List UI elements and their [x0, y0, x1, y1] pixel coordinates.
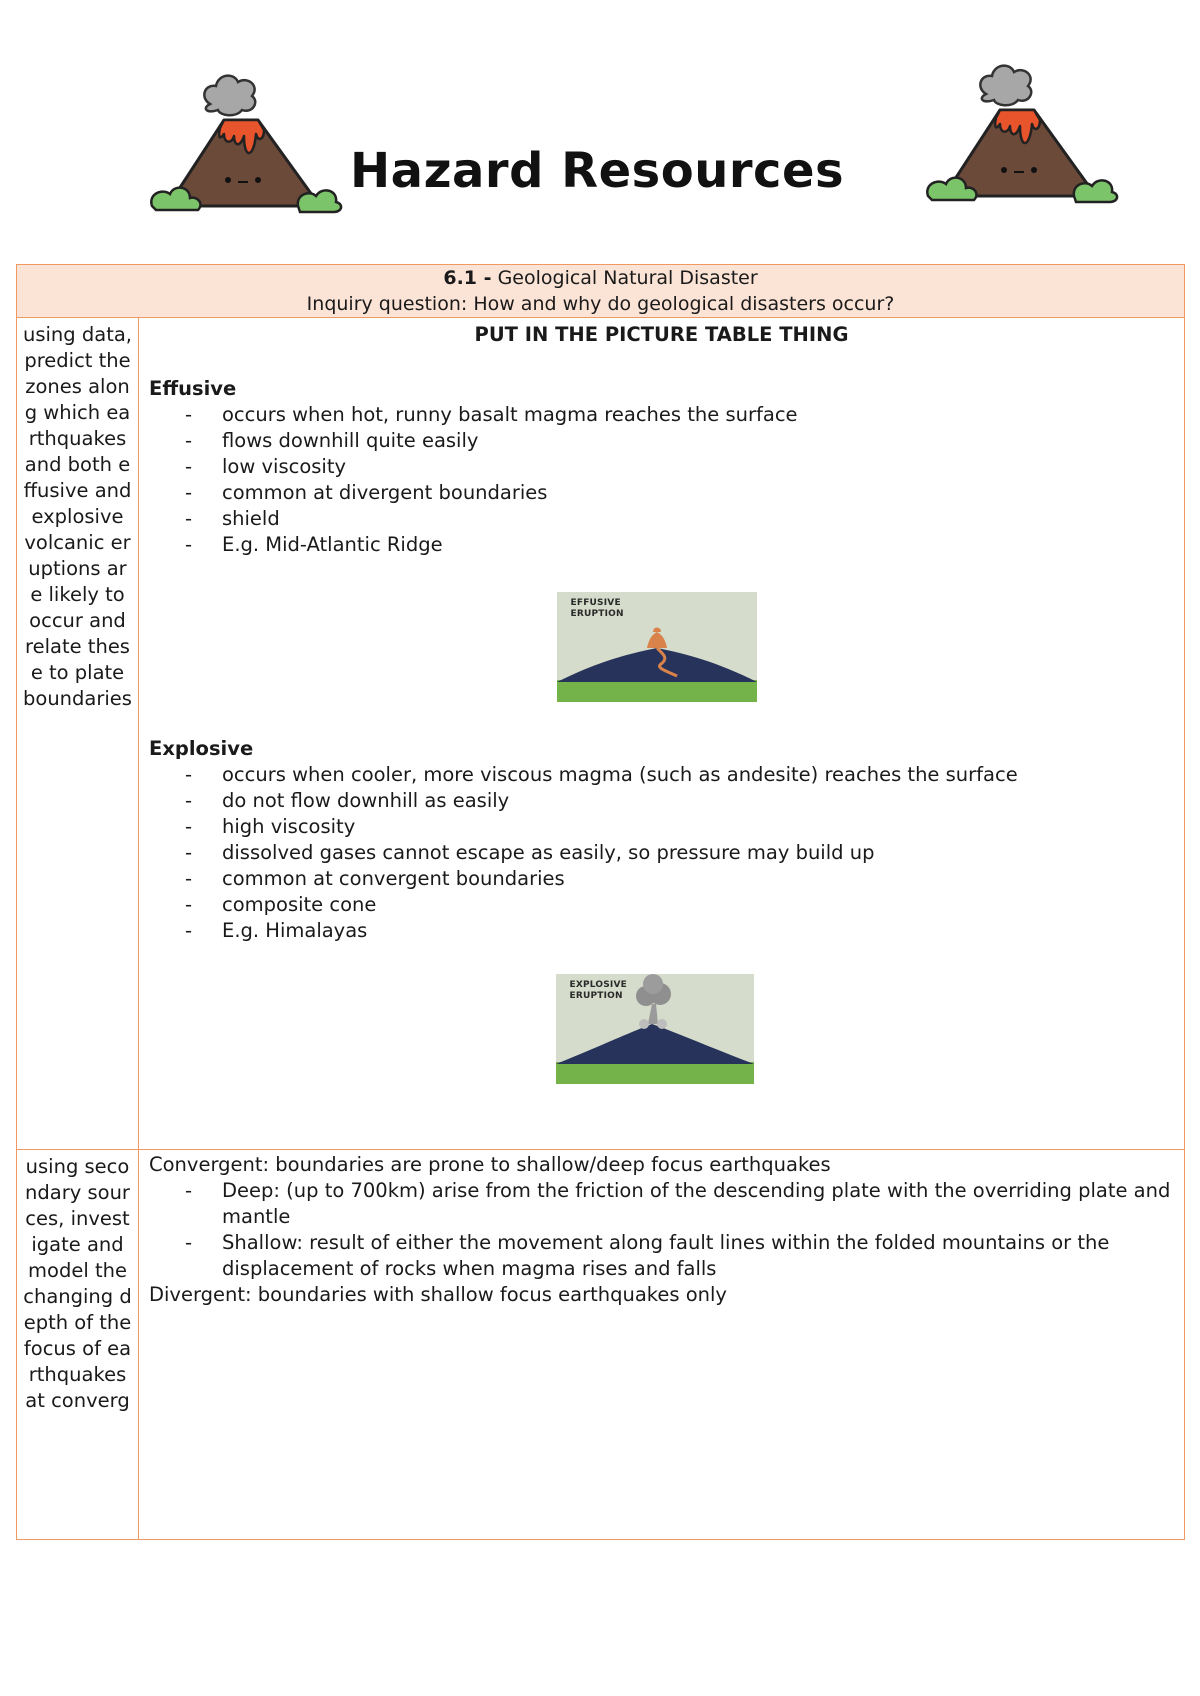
convergent-text: Convergent: boundaries are prone to shallow/deep focus earthquakes — [149, 1153, 831, 1176]
volcano-mascot-icon — [924, 58, 1120, 208]
syllabus-code: 6.1 - — [443, 267, 492, 289]
placeholder-note: PUT IN THE PICTURE TABLE THING — [474, 323, 849, 346]
list-item: - dissolved gases cannot escape as easily, so pressure may build up — [185, 840, 1174, 866]
list-item: - common at convergent boundaries — [185, 866, 1174, 892]
figure-caption-line: EFFUSIVE — [570, 598, 621, 608]
list-item: - shield — [185, 506, 1174, 532]
table-header — [17, 265, 1185, 318]
inquiry-question: Inquiry question: How and why do geological disasters occur? — [306, 293, 895, 315]
content-table — [16, 264, 1185, 1540]
outcome-cell — [17, 318, 139, 1150]
volcano-mascot-icon — [148, 68, 344, 218]
effusive-figure — [149, 592, 1174, 702]
notes-cell — [139, 1150, 1185, 1540]
list-item: - flows downhill quite easily — [185, 428, 1174, 454]
outcome-cell — [17, 1150, 139, 1540]
notes-cell — [139, 318, 1185, 1150]
outcome-text: using data, predict the zones along which earthquakes and both effusive and explosive volcanic eruptions are likely to occur and relate these to plate boundaries — [23, 323, 132, 710]
effusive-list — [149, 402, 1174, 558]
effusive-eruption-image — [557, 592, 757, 702]
list-item: - E.g. Mid-Atlantic Ridge — [185, 532, 1174, 558]
effusive-heading: Effusive — [149, 377, 237, 400]
explosive-heading: Explosive — [149, 737, 254, 760]
outcome-text: using secondary sources, investigate and model the changing depth of the focus of earthquakes at converg — [23, 1155, 132, 1412]
list-item: - occurs when hot, runny basalt magma reaches the surface — [185, 402, 1174, 428]
list-item: - common at divergent boundaries — [185, 480, 1174, 506]
explosive-list — [149, 762, 1174, 944]
list-item: - do not flow downhill as easily — [185, 788, 1174, 814]
explosive-figure — [149, 974, 1174, 1084]
list-item: - composite cone — [185, 892, 1174, 918]
document-title: Hazard Resources — [350, 143, 845, 199]
convergent-list — [149, 1178, 1174, 1282]
explosive-eruption-image — [556, 974, 754, 1084]
list-item: - Shallow: result of either the movement along fault lines within the folded mountains or the displacement of rocks when magma rises and falls — [185, 1230, 1174, 1282]
list-item: - E.g. Himalayas — [185, 918, 1174, 944]
list-item: - low viscosity — [185, 454, 1174, 480]
divergent-text: Divergent: boundaries with shallow focus earthquakes only — [149, 1283, 727, 1306]
figure-caption-line: EXPLOSIVE — [569, 980, 627, 990]
list-item: - high viscosity — [185, 814, 1174, 840]
figure-caption-line: ERUPTION — [570, 609, 624, 619]
topic-title: Geological Natural Disaster — [497, 267, 758, 289]
figure-caption-line: ERUPTION — [569, 991, 623, 1001]
list-item: - occurs when cooler, more viscous magma (such as andesite) reaches the surface — [185, 762, 1174, 788]
list-item: - Deep: (up to 700km) arise from the friction of the descending plate with the overriding plate and mantle — [185, 1178, 1174, 1230]
